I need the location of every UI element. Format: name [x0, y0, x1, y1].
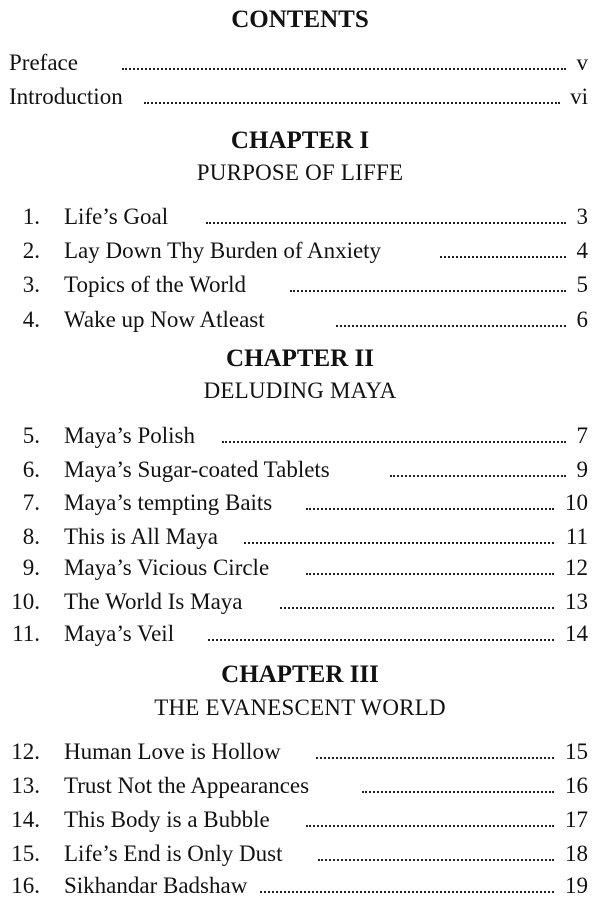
- entry-page: 14: [565, 621, 588, 646]
- chapter-name: THE EVANESCENT WORLD: [154, 695, 446, 720]
- entry-title: Human Love is Hollow: [64, 739, 281, 764]
- toc-entry[interactable]: [0, 522, 600, 552]
- toc-entry-introduction[interactable]: [0, 82, 600, 112]
- entry-page: 12: [565, 555, 588, 580]
- entry-page: 17: [565, 807, 588, 832]
- dot-leader: [244, 542, 554, 544]
- dot-leader: [122, 68, 566, 70]
- dot-leader: [316, 757, 554, 759]
- entry-number: 14.: [11, 807, 40, 832]
- dot-leader: [306, 508, 554, 510]
- entry-number: 16.: [11, 873, 40, 898]
- entry-number: 15.: [11, 841, 40, 866]
- toc-entry[interactable]: [0, 619, 600, 649]
- entry-title: Topics of the World: [64, 272, 247, 297]
- entry-title: Life’s End is Only Dust: [64, 841, 283, 866]
- toc-entry[interactable]: [0, 202, 600, 232]
- entry-page: 13: [565, 589, 588, 614]
- dot-leader: [206, 222, 566, 224]
- entry-number: 6.: [22, 457, 40, 482]
- entry-page: 3: [576, 204, 588, 229]
- entry-number: 12.: [11, 739, 40, 764]
- entry-title: Maya’s Sugar-coated Tablets: [64, 457, 330, 482]
- chapter-label: CHAPTER III: [221, 661, 379, 688]
- entry-page: 4: [576, 238, 588, 263]
- toc-entry[interactable]: [0, 270, 600, 300]
- chapter-name: PURPOSE OF LIFFE: [196, 160, 404, 185]
- entry-number: 13.: [11, 773, 40, 798]
- toc-entry[interactable]: [0, 871, 600, 901]
- toc-entry[interactable]: [0, 737, 600, 767]
- entry-page: 19: [565, 873, 588, 898]
- entry-title: Maya’s Vicious Circle: [64, 555, 270, 580]
- entry-number: 4.: [22, 307, 40, 332]
- dot-leader: [336, 325, 566, 327]
- entry-page: 6: [576, 307, 588, 332]
- dot-leader: [318, 859, 554, 861]
- entry-number: 3.: [22, 272, 40, 297]
- entry-number: 11.: [12, 621, 40, 646]
- toc-entry[interactable]: [0, 421, 600, 451]
- entry-page: v: [576, 50, 588, 75]
- entry-title: Lay Down Thy Burden of Anxiety: [64, 238, 382, 263]
- dot-leader: [260, 891, 554, 893]
- entry-number: 9.: [22, 555, 40, 580]
- dot-leader: [208, 639, 554, 641]
- entry-page: vi: [570, 84, 588, 109]
- toc-entry[interactable]: [0, 839, 600, 869]
- contents-title: CONTENTS: [231, 6, 369, 33]
- entry-title: Trust Not the Appearances: [64, 773, 310, 798]
- entry-title: Wake up Now Atleast: [64, 307, 265, 332]
- toc-entry[interactable]: [0, 771, 600, 801]
- entry-number: 7.: [22, 490, 40, 515]
- entry-number: 10.: [11, 589, 40, 614]
- entry-title: The World Is Maya: [64, 589, 243, 614]
- entry-number: 5.: [22, 423, 40, 448]
- dot-leader: [390, 475, 566, 477]
- dot-leader: [290, 290, 566, 292]
- toc-entry[interactable]: [0, 236, 600, 266]
- dot-leader: [280, 607, 554, 609]
- entry-title: Life’s Goal: [64, 204, 169, 229]
- entry-title: This is All Maya: [64, 524, 218, 549]
- entry-page: 11: [565, 524, 588, 549]
- toc-entry[interactable]: [0, 553, 600, 583]
- toc-entry-preface[interactable]: [0, 48, 600, 78]
- dot-leader: [440, 256, 566, 258]
- toc-entry[interactable]: [0, 455, 600, 485]
- entry-page: 7: [576, 423, 588, 448]
- entry-page: 15: [565, 739, 588, 764]
- toc-entry[interactable]: [0, 805, 600, 835]
- entry-title: Maya’s Polish: [64, 423, 195, 448]
- dot-leader: [144, 102, 560, 104]
- entry-title: This Body is a Bubble: [64, 807, 270, 832]
- entry-title: Maya’s Veil: [64, 621, 175, 646]
- toc-entry[interactable]: [0, 488, 600, 518]
- dot-leader: [222, 441, 566, 443]
- dot-leader: [306, 825, 554, 827]
- entry-page: 16: [565, 773, 588, 798]
- entry-page: 9: [576, 457, 588, 482]
- toc-entry[interactable]: [0, 587, 600, 617]
- entry-page: 18: [565, 841, 588, 866]
- entry-title: Sikhandar Badshaw: [64, 873, 248, 898]
- dot-leader: [362, 791, 554, 793]
- entry-title: Maya’s tempting Baits: [64, 490, 273, 515]
- entry-title: Preface: [9, 50, 78, 75]
- toc-entry[interactable]: [0, 305, 600, 335]
- chapter-label: CHAPTER II: [226, 345, 374, 372]
- chapter-label: CHAPTER I: [230, 127, 370, 154]
- dot-leader: [306, 573, 554, 575]
- entry-page: 10: [565, 490, 588, 515]
- chapter-name: DELUDING MAYA: [203, 378, 397, 403]
- entry-title: Introduction: [9, 84, 123, 109]
- entry-number: 8.: [22, 524, 40, 549]
- entry-number: 2.: [22, 238, 40, 263]
- entry-number: 1.: [22, 204, 40, 229]
- entry-page: 5: [576, 272, 588, 297]
